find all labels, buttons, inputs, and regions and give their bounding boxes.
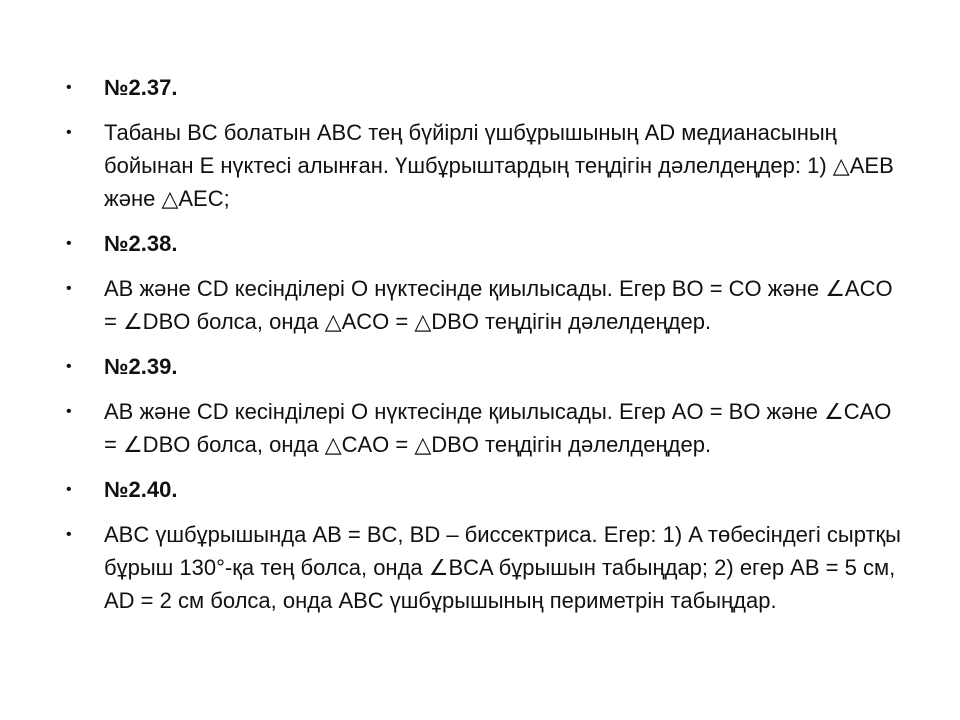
bullet-icon: • xyxy=(66,526,72,543)
bullet-icon: • xyxy=(66,481,72,498)
bullet-icon: • xyxy=(66,403,72,420)
bullet-icon: • xyxy=(66,124,72,141)
bullet-icon: • xyxy=(66,235,72,252)
problem-text-item xyxy=(66,395,906,461)
problem-number-item xyxy=(66,350,906,383)
bullet-icon: • xyxy=(66,358,72,375)
problem-number: №2.38. xyxy=(104,231,178,256)
problem-number-item xyxy=(66,473,906,506)
problem-number: №2.39. xyxy=(104,354,178,379)
problem-number: №2.37. xyxy=(104,75,178,100)
bullet-icon: • xyxy=(66,79,72,96)
problem-number: №2.40. xyxy=(104,477,178,502)
problem-number-item xyxy=(66,227,906,260)
problem-text: AB және CD кесінділері O нүктесінде қиылысады. Егер BO = CO және ∠ACO = ∠DBO болса, онда △ACO = △DBO теңдігін дәлелдеңдер. xyxy=(104,276,893,334)
problem-text: ABC үшбұрышында AB = BC, BD – биссектриса. Егер: 1) A төбесіндегі сыртқы бұрыш 130°-қа тең болса, онда ∠BCA бұрышын табыңдар; 2) егер AB = 5 см, AD = 2 см болса, онда ABC үшбұрышының периметрін табыңдар. xyxy=(104,522,901,613)
bullet-icon: • xyxy=(66,280,72,297)
problem-text: AB және CD кесінділері O нүктесінде қиылысады. Егер AO = BO және ∠CAO = ∠DBO болса, онда △CAO = △DBO теңдігін дәлелдеңдер. xyxy=(104,399,892,457)
problem-text-item xyxy=(66,272,906,338)
problem-number-item xyxy=(66,71,906,104)
problem-text-item xyxy=(66,116,906,215)
problem-text-item xyxy=(66,518,906,617)
problem-text: Табаны BC болатын ABC тең бүйірлі үшбұрышының AD медианасының бойынан E нүктесі алынған. Үшбұрыштардың теңдігін дәлелдеңдер: 1) △AEB және △AEC; xyxy=(104,120,894,211)
problem-list xyxy=(66,71,906,629)
